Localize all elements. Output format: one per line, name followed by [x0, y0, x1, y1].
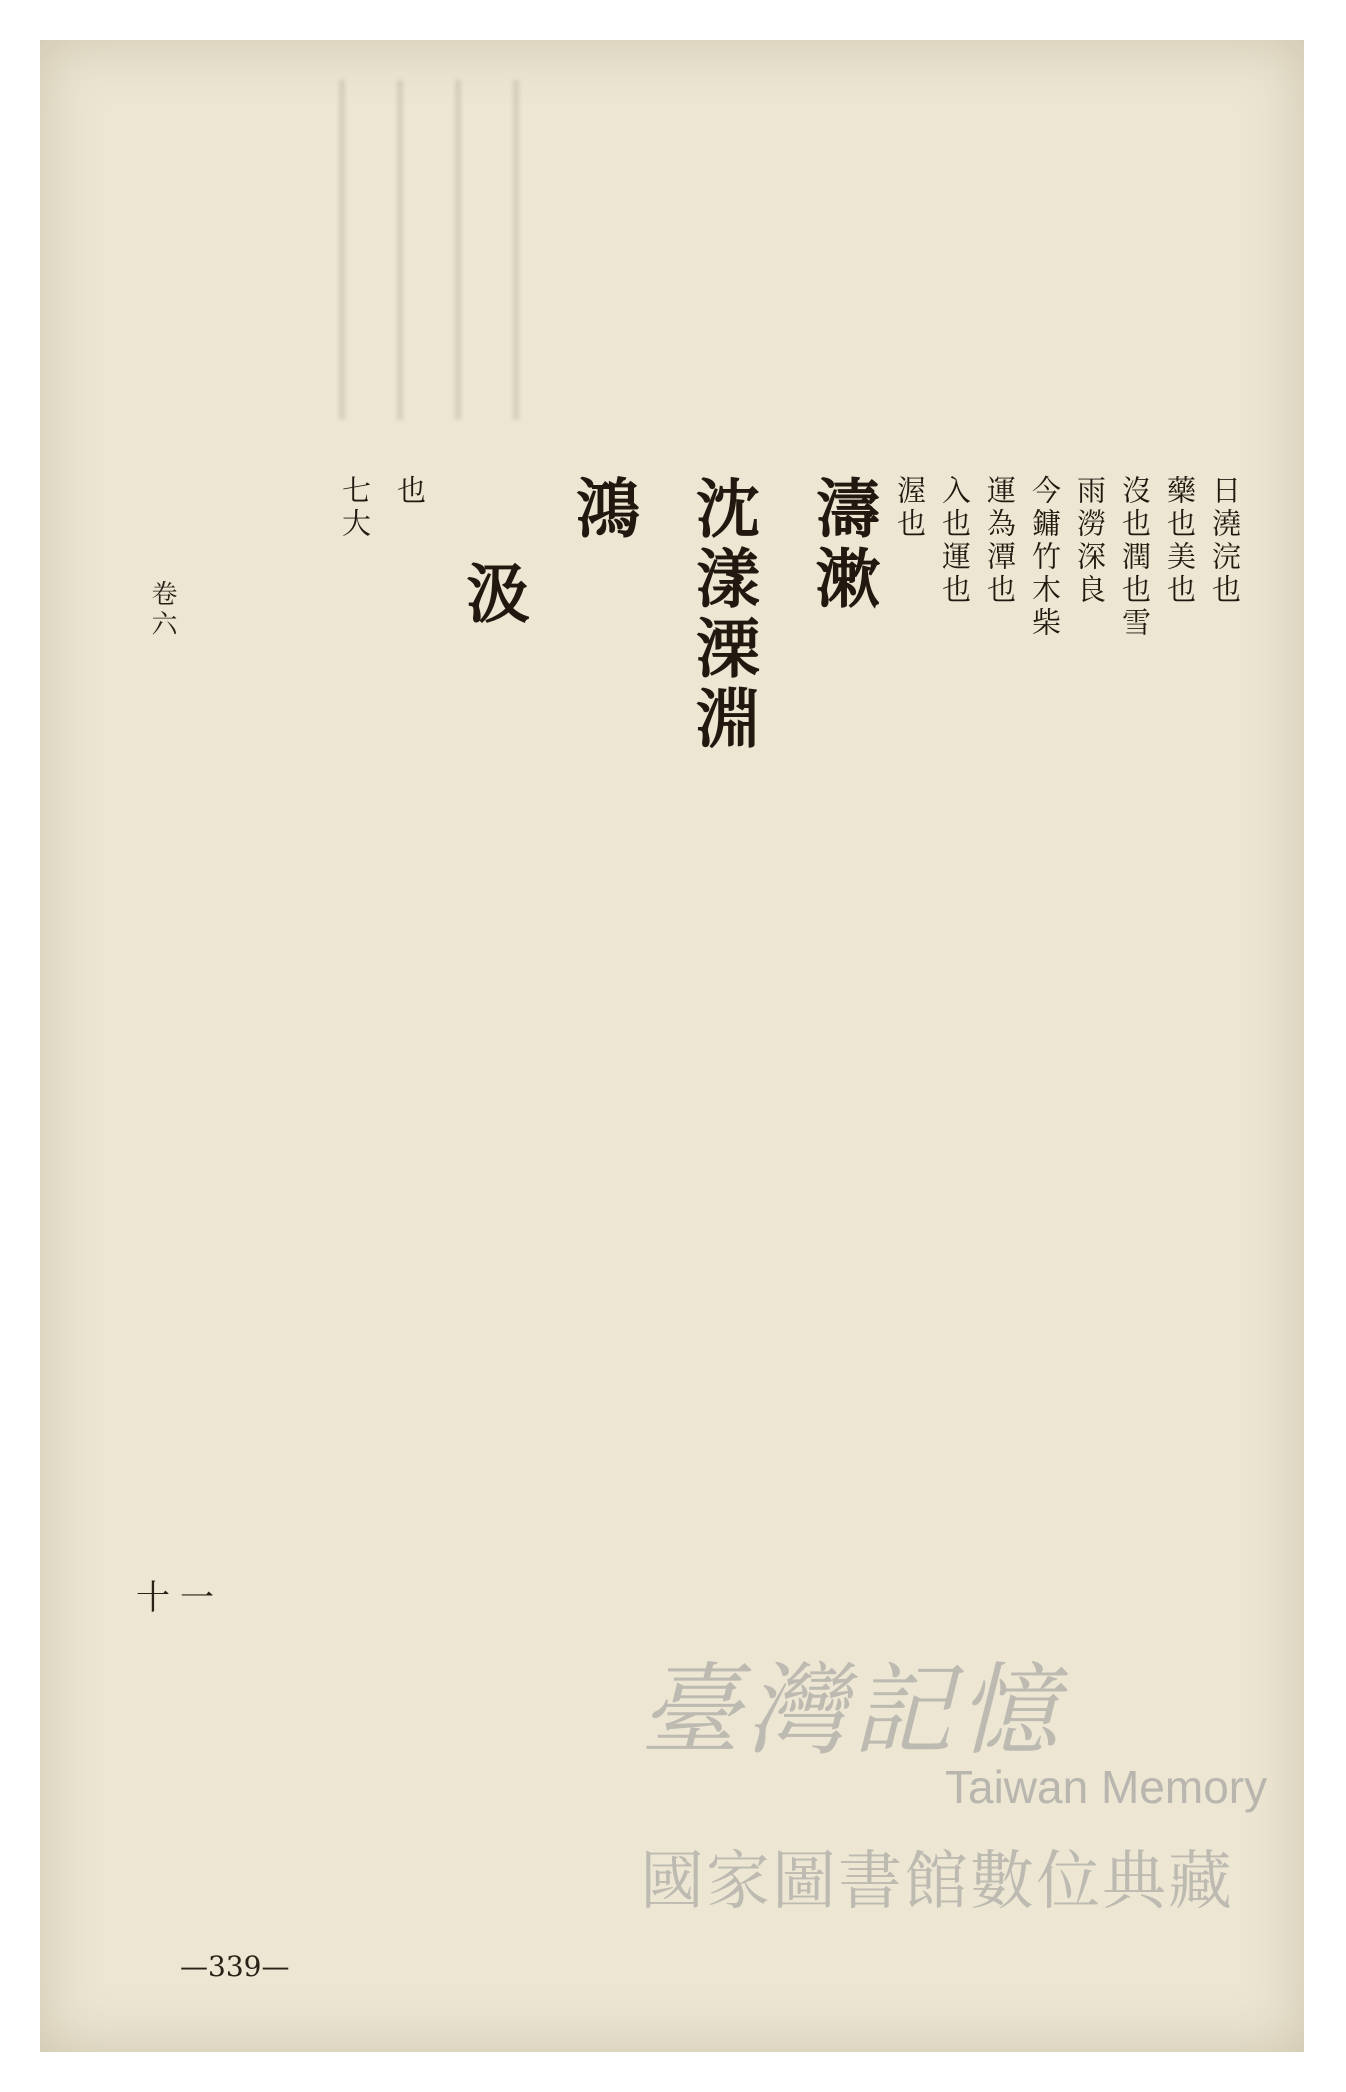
text-column: 沒也潤也雪 — [1118, 475, 1152, 640]
page-number: —339— — [180, 1950, 290, 1983]
watermark-logo: 臺灣記憶 — [640, 1652, 1064, 1769]
headword-column: 沈漾溧淵 — [685, 475, 760, 755]
watermark-chinese: 國家圖書館數位典藏 — [640, 1845, 1234, 1919]
bleed-through-text — [305, 80, 565, 420]
text-column: 藥也美也 — [1163, 475, 1197, 607]
text-column: 入也運也 — [938, 475, 972, 607]
text-column: 也 — [393, 475, 427, 508]
running-head: 卷六 — [147, 580, 177, 640]
scanned-page — [40, 40, 1304, 2052]
headword-column: 鴻 — [565, 475, 640, 545]
text-column: 運為潭也 — [983, 475, 1017, 607]
text-column: 七大 — [338, 475, 372, 541]
watermark-english: Taiwan Memory — [945, 1761, 1268, 1813]
text-column: 渥也 — [893, 475, 927, 541]
page-number-chinese: 十一 — [136, 1578, 224, 1618]
headword-column: 汲 — [455, 560, 530, 630]
text-column: 雨澇深良 — [1073, 475, 1107, 607]
text-column: 日澆浣也 — [1208, 475, 1242, 607]
text-column: 今鏞竹木柴 — [1028, 475, 1062, 640]
headword-column: 濤漱 — [805, 475, 880, 615]
